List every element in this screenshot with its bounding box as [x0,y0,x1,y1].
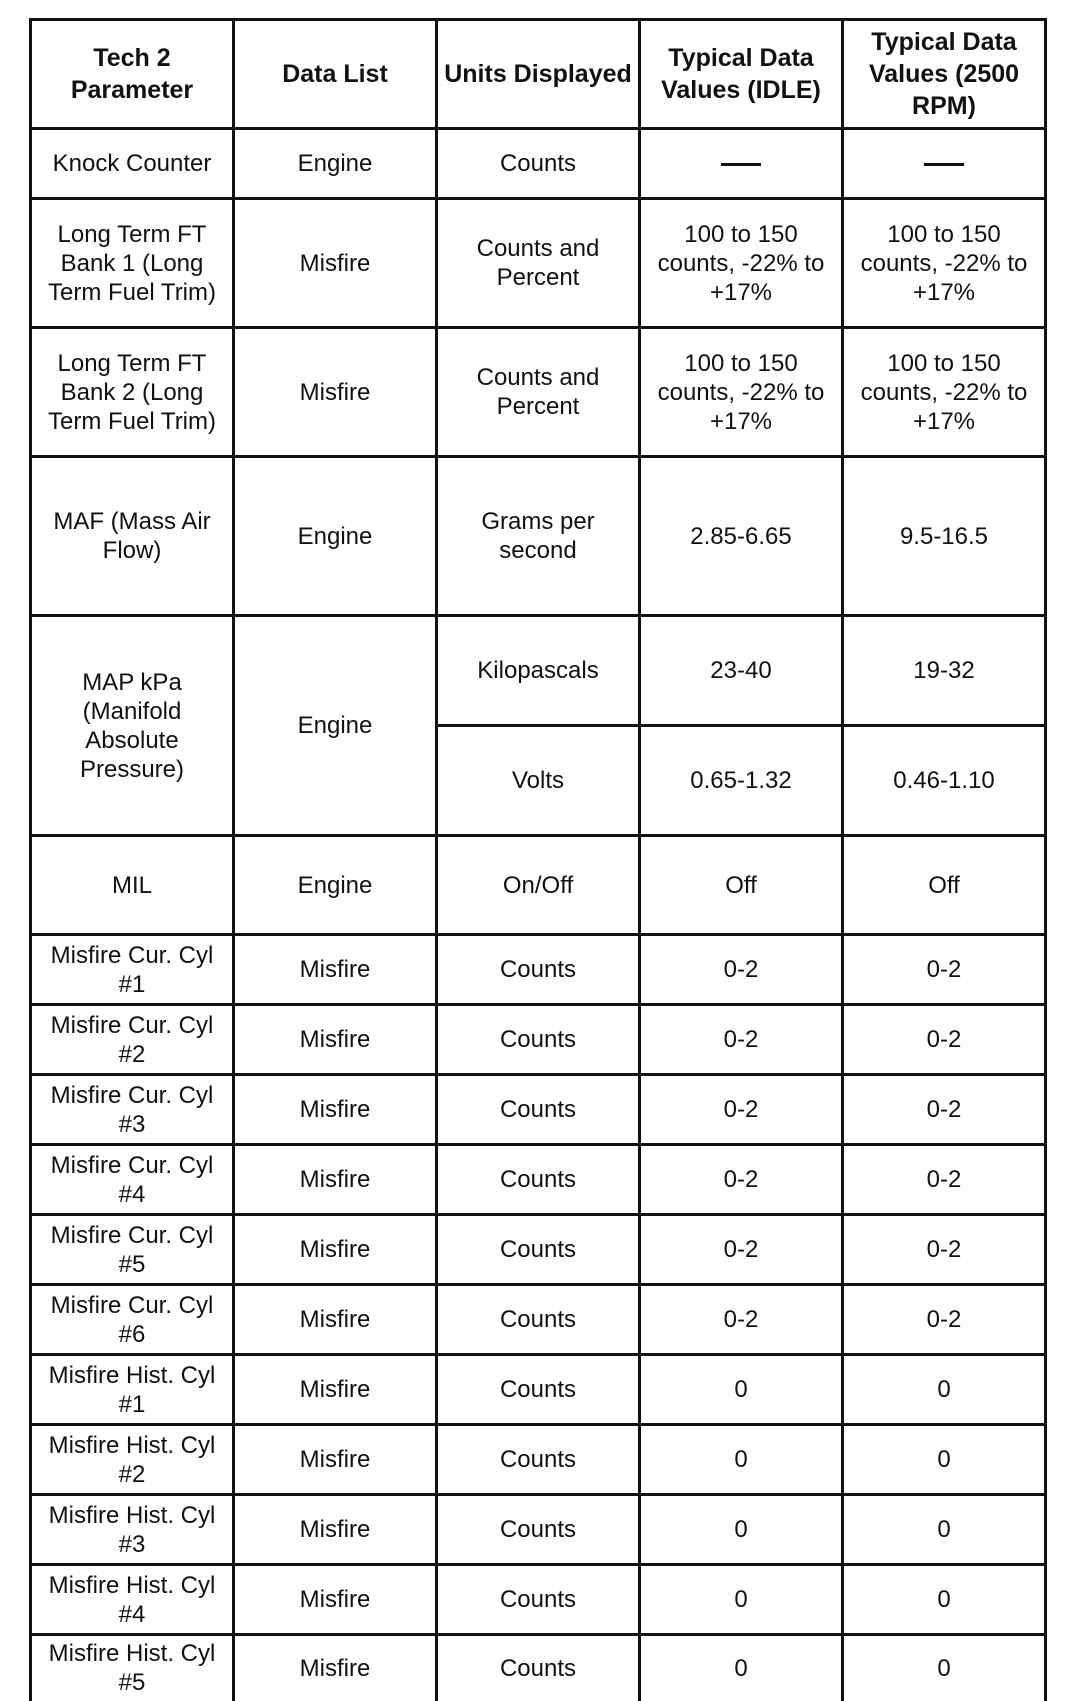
cell-idle-value: 0 [640,1355,843,1425]
cell-idle-value: 0 [640,1635,843,1701]
header-data-list: Data List [234,20,437,129]
cell-data-list: Misfire [234,1495,437,1565]
table-row [31,1635,1046,1701]
cell-rpm-value: 0 [843,1425,1046,1495]
cell-data-list: Misfire [234,328,437,457]
cell-idle-value: 0 [640,1495,843,1565]
cell-units: Kilopascals [437,616,640,726]
cell-rpm-value: 0 [843,1565,1046,1635]
cell-data-list: Engine [234,457,437,616]
document-page [29,18,1047,1701]
cell-units: Counts [437,1215,640,1285]
cell-data-list: Misfire [234,1635,437,1701]
cell-idle-value: 0-2 [640,1145,843,1215]
cell-rpm-value: 0 [843,1495,1046,1565]
table-row [31,1355,1046,1425]
cell-data-list: Misfire [234,1355,437,1425]
cell-data-list: Misfire [234,935,437,1005]
cell-idle-value: Off [640,836,843,935]
dash-mark [924,163,964,166]
cell-parameter: Knock Counter [31,129,234,199]
table-row [31,129,1046,199]
table-row [31,935,1046,1005]
cell-rpm-value: 0.46-1.10 [843,726,1046,836]
header-typical-idle: Typical Data Values (IDLE) [640,20,843,129]
cell-idle-value: 0 [640,1425,843,1495]
header-row [31,20,1046,129]
table-row [31,1285,1046,1355]
cell-units: Counts [437,1355,640,1425]
table-row [31,199,1046,328]
cell-rpm-value [843,129,1046,199]
cell-data-list: Engine [234,129,437,199]
cell-data-list: Misfire [234,1285,437,1355]
cell-idle-value: 2.85-6.65 [640,457,843,616]
table-row [31,1565,1046,1635]
cell-units: Volts [437,726,640,836]
cell-data-list: Misfire [234,1075,437,1145]
cell-parameter: Misfire Hist. Cyl #4 [31,1565,234,1635]
cell-units: Counts [437,129,640,199]
cell-data-list: Engine [234,836,437,935]
cell-parameter: Misfire Cur. Cyl #5 [31,1215,234,1285]
cell-rpm-value: Off [843,836,1046,935]
cell-rpm-value: 0 [843,1635,1046,1701]
tech2-data-table [29,18,1047,1701]
cell-parameter: Misfire Cur. Cyl #1 [31,935,234,1005]
cell-data-list: Engine [234,616,437,836]
table-row [31,836,1046,935]
cell-rpm-value: 100 to 150 counts, -22% to +17% [843,328,1046,457]
cell-data-list: Misfire [234,1565,437,1635]
cell-parameter: MIL [31,836,234,935]
cell-parameter: Misfire Hist. Cyl #3 [31,1495,234,1565]
cell-parameter: Misfire Cur. Cyl #2 [31,1005,234,1075]
cell-units: Counts and Percent [437,328,640,457]
cell-units: Counts and Percent [437,199,640,328]
cell-units: Counts [437,1285,640,1355]
table-row [31,328,1046,457]
cell-parameter: Misfire Hist. Cyl #2 [31,1425,234,1495]
cell-data-list: Misfire [234,199,437,328]
cell-rpm-value: 0-2 [843,935,1046,1005]
cell-idle-value: 0-2 [640,1215,843,1285]
cell-idle-value: 100 to 150 counts, -22% to +17% [640,328,843,457]
table-row [31,616,1046,726]
cell-units: Counts [437,935,640,1005]
table-row [31,1145,1046,1215]
cell-units: On/Off [437,836,640,935]
cell-units: Counts [437,1565,640,1635]
cell-idle-value: 0 [640,1565,843,1635]
cell-parameter: Long Term FT Bank 1 (Long Term Fuel Trim) [31,199,234,328]
cell-idle-value: 0-2 [640,1285,843,1355]
cell-idle-value: 0-2 [640,1075,843,1145]
header-typical-2500rpm: Typical Data Values (2500 RPM) [843,20,1046,129]
table-row [31,1425,1046,1495]
cell-parameter: Misfire Hist. Cyl #5 [31,1635,234,1701]
cell-idle-value [640,129,843,199]
header-units-displayed: Units Displayed [437,20,640,129]
cell-parameter: Misfire Cur. Cyl #3 [31,1075,234,1145]
cell-data-list: Misfire [234,1005,437,1075]
cell-units: Counts [437,1635,640,1701]
cell-rpm-value: 0-2 [843,1145,1046,1215]
cell-rpm-value: 0-2 [843,1215,1046,1285]
cell-units: Counts [437,1495,640,1565]
cell-parameter: MAF (Mass Air Flow) [31,457,234,616]
cell-idle-value: 0-2 [640,935,843,1005]
cell-idle-value: 0-2 [640,1005,843,1075]
cell-parameter: Long Term FT Bank 2 (Long Term Fuel Trim) [31,328,234,457]
table-row [31,1495,1046,1565]
cell-data-list: Misfire [234,1145,437,1215]
cell-idle-value: 0.65-1.32 [640,726,843,836]
cell-rpm-value: 19-32 [843,616,1046,726]
cell-parameter: Misfire Hist. Cyl #1 [31,1355,234,1425]
cell-parameter: MAP kPa (Manifold Absolute Pressure) [31,616,234,836]
cell-idle-value: 100 to 150 counts, -22% to +17% [640,199,843,328]
cell-data-list: Misfire [234,1215,437,1285]
cell-units: Counts [437,1005,640,1075]
cell-data-list: Misfire [234,1425,437,1495]
table-row [31,1075,1046,1145]
cell-units: Grams per second [437,457,640,616]
cell-rpm-value: 0-2 [843,1005,1046,1075]
cell-rpm-value: 0-2 [843,1285,1046,1355]
cell-rpm-value: 0 [843,1355,1046,1425]
table-row [31,1215,1046,1285]
cell-idle-value: 23-40 [640,616,843,726]
cell-rpm-value: 0-2 [843,1075,1046,1145]
cell-parameter: Misfire Cur. Cyl #4 [31,1145,234,1215]
cell-rpm-value: 9.5-16.5 [843,457,1046,616]
cell-rpm-value: 100 to 150 counts, -22% to +17% [843,199,1046,328]
cell-parameter: Misfire Cur. Cyl #6 [31,1285,234,1355]
cell-units: Counts [437,1145,640,1215]
cell-units: Counts [437,1425,640,1495]
header-tech2-parameter: Tech 2 Parameter [31,20,234,129]
cell-units: Counts [437,1075,640,1145]
table-row [31,1005,1046,1075]
table-row [31,457,1046,616]
dash-mark [721,163,761,166]
